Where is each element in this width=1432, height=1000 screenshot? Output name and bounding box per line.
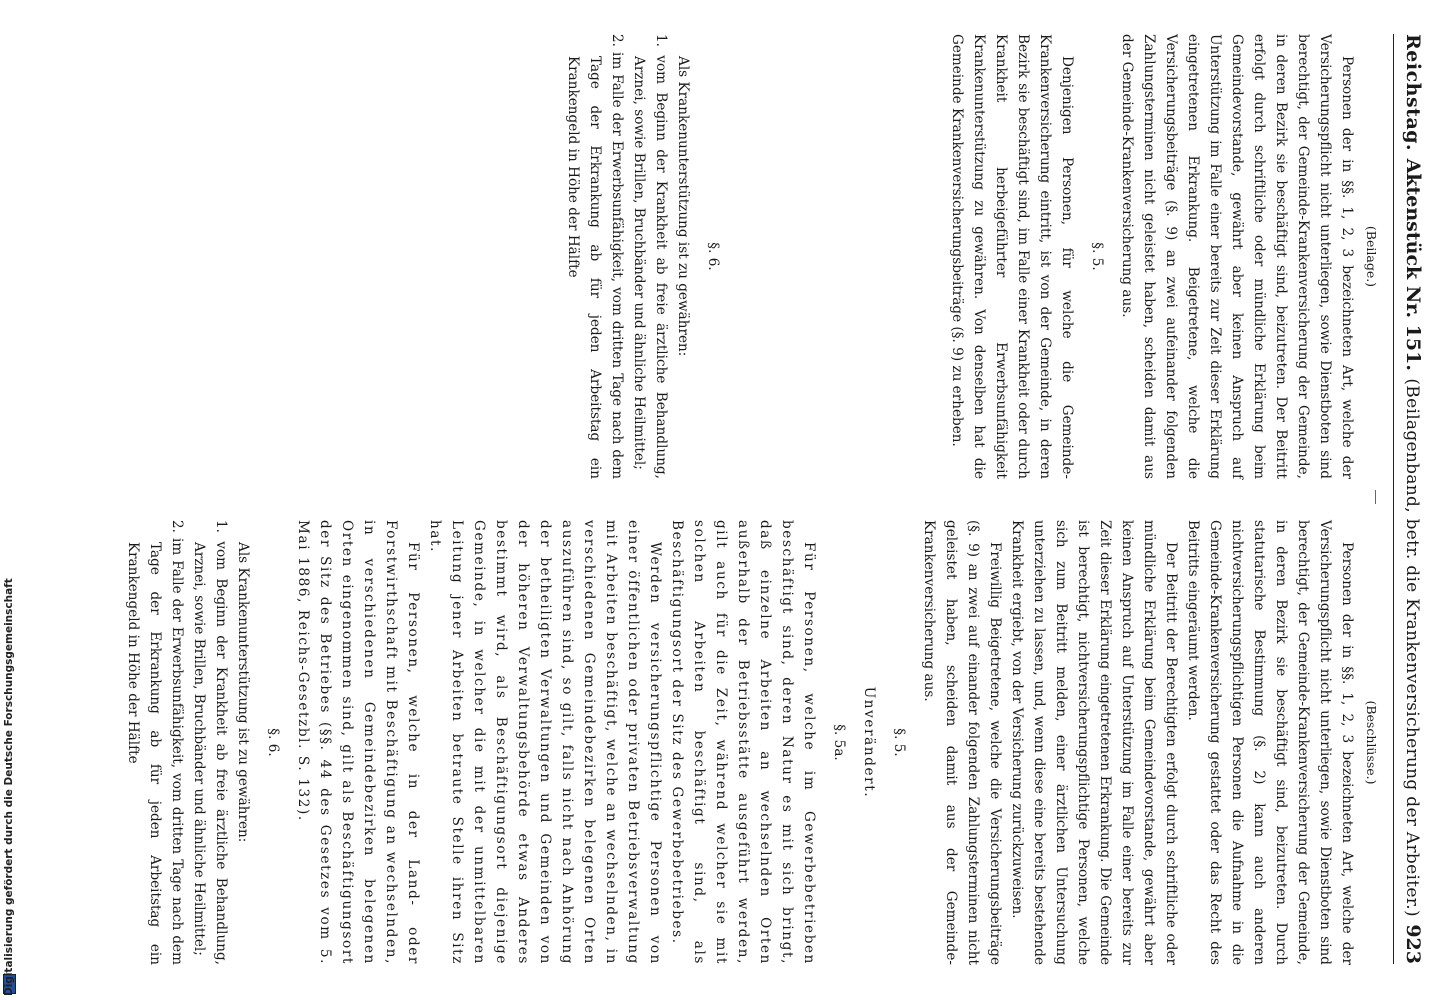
right-section-5a-text-3: Für Personen, welche in der Land- oder Forstwirthschaft mit Beschäftigung an wechselnden, in verschiedenen Gemeindebezirken belegenen Orten eingenommen sind, gilt als Beschäftigungsort der Sitz des Betriebes (§§. 44 des Gesetzes vom 5. Mai 1886, Reichs-Gesetzbl. S. 132).	[295, 520, 421, 965]
page-header	[1393, 34, 1424, 964]
right-section-5a-text-2: Werden versicherungspflichtige Personen von einer öffentlichen oder privaten Betriebsverwaltung mit Arbeiten beschäftigt, welche an wechselnden, in verschiedenen Gemeindebezirken belegenen Orten auszuführen sind, so gilt, falls nicht nach Anhörung der betheiligten Verwaltungen und Gemeinden von der höheren Verwaltungsbehörde etwas Anderes bestimmt wird, als Beschäftigungsort diejenige Gemeinde, in welcher die mit der unmittelbaren Leitung jener Arbeiten betraute Stelle ihren Sitz hat.	[427, 520, 663, 965]
left-section-6-item-1: 1. vom Beginn der Krankheit ab freie ärztliche Behandlung, Arznei, sowie Brillen, Bruchbänder und ähnliche Heilmittel;	[631, 34, 669, 479]
left-section-5-text: Denjenigen Personen, für welche die Gemeinde-Krankenversicherung eintritt, ist von der Gemeinde, in deren Bezirk sie beschäftigt sind, im Falle einer Krankheit oder durch Krankheit herbeigeführter Erwerbsunfähigkeit Krankenunterstützung zu gewähren. Von denselben hat die Gemeinde Krankenversicherungsbeiträge (§. 9) zu erheben.	[949, 34, 1075, 479]
left-section-6-intro: Als Krankenunterstützung ist zu gewähren:	[675, 56, 691, 357]
right-column-note: (Beschlüsse.)	[1364, 700, 1379, 785]
left-section-5-heading: §. 5.	[1089, 242, 1105, 271]
right-section-5-heading: §. 5.	[891, 728, 907, 757]
left-column-top	[946, 34, 1382, 479]
left-paragraph: Personen der in §§. 1, 2, 3 bezeichneten Art, welche der Versicherungspflicht nicht unterliegen, sowie Dienstboten sind berechtigt, der Gemeinde-Krankenversicherung der Gemeinde, in deren Bezirk sie beschäftigt sind, beizutreten. Der Beitritt erfolgt durch schriftliche oder mündliche Erklärung beim Gemeindevorstande, gewährt aber keinen Anspruch auf Unterstützung im Falle einer bereits zur Zeit dieser Erklärung eingetretenen Erkrankung. Beigetretene, welche die Versicherungsbeiträge (§. 9) an zwei aufeinander folgenden Zahlungsterminen nicht geleistet haben, scheiden damit aus der Gemeinde-Krankenversicherung aus.	[1119, 34, 1355, 479]
right-paragraph-2: Der Beitritt der Berechtigten erfolgt durch schriftliche oder mündliche Erklärung beim Gemeindevorstande, gewährt aber keinen Anspruch auf Unterstützung im Falle einer bereits zur Zeit dieser Erklärung eingetretenen Erkrankung. Die Gemeinde ist berechtigt, nichtversicherungspflichtige Personen, welche sich zum Beitritt melden, einer ärztlichen Untersuchung unterziehen zu lassen, und, wenn diese eine bereits bestehende Krankheit ergiebt, von der Versicherung zurückzuweisen.	[1009, 520, 1179, 965]
header-title: Aktenstück Nr. 151.	[1402, 158, 1424, 371]
right-section-6-item-2: 2. im Falle der Erwerbsunfähigkeit, vom dritten Tage nach dem Tage der Erkrankung ab für jeden Arbeitstag ein Krankengeld in Höhe der Hälfte	[125, 520, 185, 965]
digitization-credit	[2, 578, 18, 996]
right-paragraph-1: Personen der in §§. 1, 2, 3 bezeichneten Art, welche der Versicherungspflicht nicht unterliegen, sowie Dienstboten sind berechtigt, der Gemeinde-Krankenversicherung der Gemeinde, in deren Bezirk sie beschäftigt sind, beizutreten. Durch statutarische Bestimmung (§. 2) kann auch anderen nichtversicherungspflichtigen Personen die Aufnahme in die Gemeinde-Krankenversicherung gestattet oder das Recht des Beitritts eingeräumt werden.	[1185, 520, 1355, 965]
left-section-6-heading: §. 6.	[705, 242, 721, 271]
left-column-note: (Beilage.)	[1364, 225, 1379, 288]
right-column-top	[122, 520, 1382, 965]
left-column-lower	[562, 34, 732, 479]
right-section-5-text: Unverändert.	[861, 686, 877, 799]
right-section-5a-heading: §. 5a.	[831, 724, 847, 761]
page-number: 923	[1402, 924, 1424, 964]
header-subtitle: (Beilagenband, betr. die Krankenversicherung der Arbeiter.)	[1402, 378, 1422, 917]
right-section-6-intro: Als Krankenunterstützung ist zu gewähren:	[235, 542, 251, 843]
digitization-credit-text: Digitalisierung gefördert durch die Deutsche Forschungsgemeinschaft	[3, 578, 15, 996]
header-left: Reichstag.	[1402, 34, 1424, 152]
right-section-6-item-1: 1. vom Beginn der Krankheit ab freie ärztliche Behandlung, Arznei, sowie Brillen, Bruchbänder und ähnliche Heilmittel;	[191, 520, 229, 965]
right-paragraph-3: Freiwillig Beigetretene, welche die Versicherungsbeiträge (§. 9) an zwei auf einander folgenden Zahlungsterminen nicht geleistet haben, scheiden damit aus der Gemeinde-Krankenversicherung aus.	[921, 520, 1003, 965]
column-divider-mark	[1375, 490, 1376, 504]
right-section-5a-text-1: Für Personen, welche im Gewerbebetrieben beschäftigt sind, deren Natur es mit sich bringt, daß einzelne Arbeiten an wechselnden Orten außerhalb der Betriebsstätte ausgeführt werden, gilt auch für die Zeit, während welcher sie mit solchen Arbeiten beschäftigt sind, als Beschäftigungsort der Sitz des Gewerbebetriebes.	[669, 520, 817, 965]
right-section-6-heading: §. 6.	[265, 728, 281, 757]
left-section-6-item-2: 2. im Falle der Erwerbsunfähigkeit, vom dritten Tage nach dem Tage der Erkrankung ab für jeden Arbeitstag ein Krankengeld in Höhe der Hälfte	[565, 34, 625, 479]
